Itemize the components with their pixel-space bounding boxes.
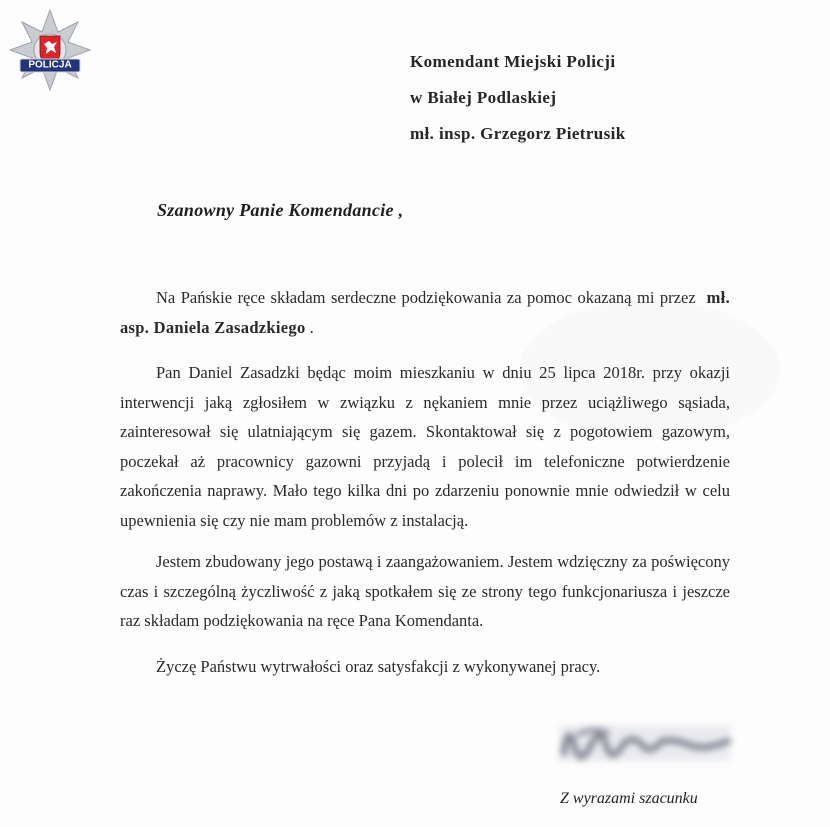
closing-phrase: Z wyrazami szacunku xyxy=(560,790,698,807)
paragraph-4-text: Życzę Państwu wytrwałości oraz satysfakcji z wykonywanej pracy. xyxy=(156,657,601,676)
addressee-name: mł. insp. Grzegorz Pietrusik xyxy=(410,124,626,143)
paragraph-2 xyxy=(120,358,730,535)
addressee-block xyxy=(410,44,626,152)
police-badge-icon xyxy=(8,8,92,92)
signature-image xyxy=(550,705,740,775)
addressee-title: Komendant Miejski Policji xyxy=(410,52,616,71)
officer-name: mł. asp. Daniela Zasadzkiego xyxy=(120,288,730,337)
logo-text: POLICJA xyxy=(28,59,72,71)
paragraph-3-text: Jestem zbudowany jego postawą i zaangażowaniem. Jestem wdzięczny za poświęcony czas i szczególną życzliwość z jaką spotkałem się ze strony tego funkcjonariusza i jeszcze raz składam podziękowania na ręce Pana Komendanta. xyxy=(120,552,730,630)
salutation: Szanowny Panie Komendancie , xyxy=(157,200,404,220)
addressee-city: w Białej Podlaskiej xyxy=(410,88,557,107)
paragraph-1-lead: Na Pańskie ręce składam serdeczne podziękowania za pomoc okazaną mi przez xyxy=(156,288,696,307)
paragraph-1 xyxy=(120,283,730,342)
paragraph-3 xyxy=(120,547,730,636)
paragraph-4 xyxy=(120,652,730,682)
paragraph-1-end: . xyxy=(309,317,314,337)
paragraph-2-text: Pan Daniel Zasadzki będąc moim mieszkaniu w dniu 25 lipca 2018r. przy okazji interwencji jaką zgłosiłem w związku z nękaniem mnie przez uciążliwego sąsiada, zainteresował się ulatniającym się gazem. Skontaktował się z pogotowiem gazowym, poczekał aż pracownicy gazowni przyjadą i polecił im telefoniczne potwierdzenie zakończenia naprawy. Mało tego kilka dni po zdarzeniu ponownie mnie odwiedził w celu upewnienia się czy nie mam problemów z instalacją. xyxy=(120,363,730,530)
